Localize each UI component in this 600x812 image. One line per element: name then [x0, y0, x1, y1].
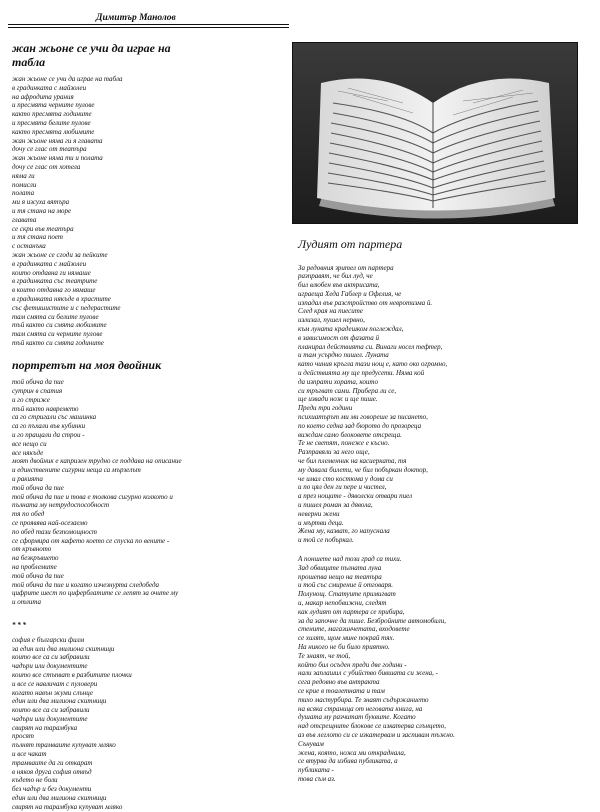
left-column: [12, 42, 284, 812]
poem-line: тъй както навремето: [12, 404, 79, 413]
poem-line: когато навън жуми слънце: [12, 688, 94, 697]
poem-line: чадъри или документите: [12, 714, 88, 723]
poem2-title: портретът на моя двойник: [12, 357, 162, 372]
header-rule-lower: [8, 27, 289, 28]
poem-line: Полунощ. Статуите примигват: [298, 590, 396, 599]
poem-line: и пресмята черните пулове: [12, 101, 95, 110]
poem-line: ми я изсуха вятъра: [12, 198, 70, 207]
poem-line: в градинката някъде в храстите: [12, 294, 111, 303]
poem-line: играеща Хеда Габлер и Офелия, че: [298, 289, 402, 298]
poem1-title: [12, 42, 284, 69]
poem-line: Жена му, казват, го напуснала: [298, 527, 390, 536]
poem-line: на проблемите: [12, 562, 57, 571]
poem-line: все нещо си: [12, 439, 47, 448]
poem-line: и тя стана поет: [12, 233, 63, 242]
poem-line: свирят на тарамбука купуват мляко: [12, 802, 123, 811]
poem-line: в градинката със театрите: [12, 277, 98, 286]
poem-line: по което седна зад бюрото до прозореца: [298, 421, 422, 430]
poem-line: над отсрещните блокове се изкатерва слънцето,: [298, 722, 446, 731]
poem-line: А поншете над този град са тихи.: [298, 555, 402, 563]
poem-line: сутрин в спатия: [12, 387, 63, 395]
poem-line: Преди три години: [298, 404, 353, 413]
poem-line: и единствените сигурни неща са мързелът: [12, 466, 141, 475]
poem-line: психиатърът ми ми говореше за писането,: [298, 413, 428, 422]
poem-line: в градинката с майзолеи: [12, 83, 87, 92]
poem-line: които все са си забравили: [12, 706, 90, 715]
page-header: [8, 10, 582, 29]
poem-line: свирят на тарамбука: [12, 723, 78, 732]
poem3-body: [12, 636, 284, 812]
poem-line: и действията му ще предусети. Няма кой: [298, 369, 425, 378]
poem-line: и пресмята белите пулове: [12, 118, 91, 127]
poem-line: той обича да пие и когато изчезнурта следобеда: [12, 580, 159, 589]
poem-line: това съм аз.: [298, 774, 336, 783]
poem-line: разправят, че бил луд, че: [298, 272, 373, 281]
poem-line: без чадър и без документи: [12, 785, 92, 794]
poem-line: Те знаят, че той,: [298, 651, 351, 660]
poem1-body: [12, 75, 284, 348]
author-name: Димитър Манолов: [96, 13, 176, 23]
poem-line: където не боли: [12, 776, 58, 785]
poem-line: в градинката с майзолеи: [12, 259, 87, 268]
poem-line: в зависимост от фазата й: [298, 333, 379, 342]
poem-line: и мъртви деца.: [298, 518, 344, 527]
poem-line: излизал, пушел нервно,: [298, 316, 365, 325]
poem-line: са го стригали със машинка: [12, 413, 97, 422]
poem-line: моят двойник е капризен трудно се поддава на описание: [12, 457, 182, 466]
poem-line: той обича да пие: [12, 571, 64, 580]
poem-line: се крие в тоалетната и там: [298, 686, 385, 695]
poem2-body: [12, 378, 284, 607]
poem-line: Сънувам: [298, 739, 324, 748]
header-rule: [8, 24, 289, 25]
poem-line: пълната му нетрудоспособност: [12, 501, 110, 510]
poem-line: и той се побъркал.: [298, 536, 354, 545]
poem-line: и там усърдно пишел. Луната: [298, 351, 389, 360]
poem-line: Зад обвиците пълната луна: [298, 563, 382, 572]
poem-line: които отдавна ги нямаше: [12, 268, 91, 277]
poem1-title-line: жан жьоне се учи да играе на: [12, 41, 171, 55]
poem-line: и пишел роман за дявола,: [298, 501, 373, 510]
poem-line: тихо мастурбира. Те знаят съдържанието: [298, 695, 429, 704]
poem-line: в някоя друга софия отвъд: [12, 767, 92, 776]
poem-line: той обича да пие и това е толкова сигурно колкото и: [12, 492, 173, 501]
poem-line: неверни жени: [298, 509, 340, 518]
poem-line: там смята си белите пулове: [12, 312, 99, 321]
poem-line: тъй както си смята любимите: [12, 321, 107, 330]
poem-line: ще извади нож и ще пише.: [298, 395, 378, 404]
poem-line: главата: [12, 215, 37, 224]
poem-line: Разправяли за него още,: [298, 448, 370, 457]
poem-line: той обича да пие: [12, 483, 64, 492]
poem-line: с останъка: [12, 242, 46, 251]
poem-line: полата: [12, 189, 35, 198]
poem-line: стените, магазинчетата, входовете: [298, 625, 410, 634]
poem-line: за един или два милиона скитници: [12, 644, 115, 653]
poem-line: бил влюбен във актрисата,: [298, 281, 380, 290]
poem-line: и все се навличат с пуловери: [12, 679, 98, 688]
poem-line: да изпрати хората, които: [298, 377, 378, 386]
poem-line: по обед тази безпомощност: [12, 527, 97, 536]
poem-line: на безкръвието: [12, 554, 59, 563]
poem-line: а през нощите - дяволски отвари пиел: [298, 492, 413, 501]
poem-line: помисли: [12, 180, 37, 189]
poem-line: жан жьоне няма ги я главата: [12, 136, 103, 145]
poem-line: виждам само блоковете отсреща.: [298, 430, 402, 439]
poem-line: аз във леглото си се изкатервам и заспивам тъжно.: [298, 730, 455, 739]
poem-line: пълнят трамваите купуват мляко: [12, 741, 116, 750]
poem-line: изпадал във разстройство от невротизма й.: [298, 298, 433, 307]
poem-line: цифрите шест по циферблатите се лепят за очите му: [12, 589, 179, 598]
poem-line: си тръгват сами. Прибера ли се,: [298, 386, 397, 395]
poem-line: един или два милиона скитници: [12, 697, 107, 706]
poem-line: чадъри или документите: [12, 662, 88, 671]
poem-line: нали заплашил с убийство бившата си жена, -: [298, 669, 438, 678]
poem-line: се проявява най-осезаемо: [12, 518, 88, 527]
poem1-title-line: табла: [12, 54, 46, 69]
poem-line: трамваите да ги откарат: [12, 758, 93, 767]
poem-line: че бил племенник на касиерката, тя: [298, 457, 407, 466]
poem-line: са го пъхали във кубинки: [12, 422, 86, 431]
poem-line: жан жьоне се сгоди за пейките: [12, 250, 108, 259]
poem-line: и, макар непобвижни, следят: [298, 598, 387, 607]
poem4-stanza-2: [298, 555, 588, 784]
poem-line: както пресмята любимите: [12, 127, 95, 136]
poem-line: той обича да пие: [12, 378, 64, 387]
poem-line: на афродита урания: [12, 92, 74, 101]
poem-line: и той със смирение й отговаря.: [298, 581, 394, 590]
poem-line: към луната крадешком поглеждал,: [298, 325, 404, 334]
poem-line: След края на пиесите: [298, 307, 363, 316]
poem-line: в които отдавна го нямаше: [12, 286, 96, 295]
poem-line: тя по обед: [12, 510, 45, 519]
poem-line: софия е български филм: [12, 635, 85, 644]
poem-line: от кръвното: [12, 545, 52, 554]
poem3-title: * * *: [12, 620, 26, 629]
poem-line: които все стъпват в разбитите плочки: [12, 670, 132, 679]
poem-line: На никого не би било приятно.: [298, 642, 390, 651]
poem-line: се хилят, щом мине покрай тях.: [298, 634, 395, 643]
poem-line: дочу се глас от хотела: [12, 162, 81, 171]
poem-line: планирал действията си. Винаги носел тефтер,: [298, 342, 443, 351]
poem-line: Те не светят, понеже е късно.: [298, 439, 390, 448]
poem-line: тъй както си смята годините: [12, 338, 104, 347]
poem-line: както пресмята годините: [12, 110, 92, 119]
poem-line: на всяка страница от неговата книга, на: [298, 704, 423, 713]
poem-line: все някъде: [12, 448, 44, 457]
poem-line: се сформира от кафето което се спуска по вените -: [12, 536, 170, 545]
poem-line: прошепва нещо на театъра: [298, 572, 382, 581]
poem-line: се втурва да избива публиката, а: [298, 757, 398, 766]
poem-line: дочу се глас от театъра: [12, 145, 87, 154]
poem-line: жан жьоне няма ти и полата: [12, 154, 103, 163]
poem-line: и го стриже: [12, 395, 50, 404]
poem-line: просят: [12, 732, 34, 741]
poem-line: и го пращали да строи -: [12, 430, 85, 439]
poem-line: за да започне да пише. Безбройните автомобили,: [298, 616, 446, 625]
poem-line: които все са си забравили: [12, 653, 90, 662]
poem-line: със фетишистите и с педерастите: [12, 303, 121, 312]
poem-line: как лудият от партера се прибира,: [298, 607, 405, 616]
poem-line: му давала билети, че бил побъркан доктор,: [298, 465, 428, 474]
poem-line: жан жьоне се учи да играе на табла: [12, 75, 123, 83]
poem-line: там смята си черните пулове: [12, 330, 103, 339]
poem-line: че имал сто костюма у дома си: [298, 474, 393, 483]
poem-line: като чиния кръгла тази нощ е, като око огромно,: [298, 360, 448, 369]
poem-line: душата му разчитат буквите. Когато: [298, 713, 416, 722]
poem-line: и тя стана на море: [12, 206, 72, 215]
poem-line: един или два милиона скитници: [12, 794, 107, 803]
poem-line: и ракията: [12, 474, 43, 483]
poem-line: За редовния зрител от партера: [298, 263, 394, 272]
poem-line: публиката -: [298, 766, 334, 775]
right-column: [298, 238, 588, 784]
poem-line: се скри във театъра: [12, 224, 74, 233]
poem-line: жена, която, ножа ми откраднала,: [298, 748, 406, 757]
poem-line: и по цял ден ги пере и чистел,: [298, 483, 387, 492]
poem4-stanza-1: [298, 264, 588, 546]
poem-line: и отлита: [12, 598, 41, 607]
open-book-photo-icon: [292, 42, 578, 224]
poem-line: сега редовно във антракта: [298, 678, 380, 687]
poem-line: който бил осъден преди две години -: [298, 660, 407, 669]
open-book-sculpture-icon: [293, 43, 577, 223]
poem-line: няма ги: [12, 171, 35, 180]
poem4-title: Лудият от партера: [298, 237, 403, 251]
poem-line: и все чакат: [12, 750, 47, 759]
